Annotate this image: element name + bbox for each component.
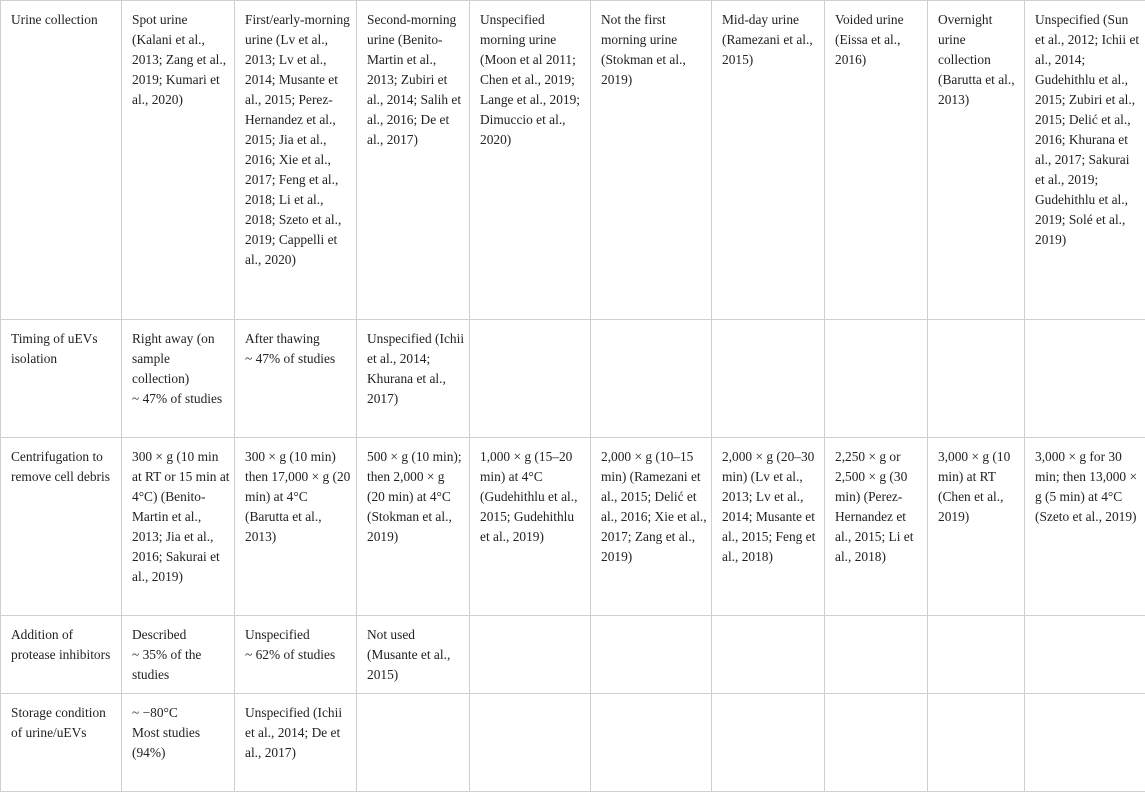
- table-cell: 2,000 × g (20–30 min) (Lv et al., 2013; Lv et al., 2014; Musante et al., 2015; Feng et al., 2018): [712, 438, 825, 616]
- table-cell: [712, 694, 825, 792]
- table-cell: [1025, 616, 1145, 694]
- table-cell: 3,000 × g for 30 min; then 13,000 × g (5 min) at 4°C (Szeto et al., 2019): [1025, 438, 1145, 616]
- table-cell: First/early-morning urine (Lv et al., 2013; Lv et al., 2014; Musante et al., 2015; Perez-Hernandez et al., 2015; Jia et al., 2016; Xie et al., 2017; Feng et al., 2018; Li et al., 2018; Szeto et al., 2019; Cappelli et al., 2020): [235, 1, 357, 320]
- table-cell: [825, 616, 928, 694]
- table-row-timing: [1, 320, 1145, 438]
- table-row-storage: [1, 694, 1145, 792]
- table-cell: [712, 616, 825, 694]
- table-cell: [470, 320, 591, 438]
- table-cell: Unspecified (Sun et al., 2012; Ichii et al., 2014; Gudehithlu et al., 2015; Zubiri et al., 2015; Delić et al., 2016; Khurana et al., 2017; Sakurai et al., 2019; Gudehithlu et al., 2019; Solé et al., 2019): [1025, 1, 1145, 320]
- table-cell: 300 × g (10 min) then 17,000 × g (20 min) at 4°C (Barutta et al., 2013): [235, 438, 357, 616]
- table-cell: 500 × g (10 min); then 2,000 × g (20 min) at 4°C (Stokman et al., 2019): [357, 438, 470, 616]
- table-cell: [591, 320, 712, 438]
- table-cell: [470, 694, 591, 792]
- table-cell: Unspecified ~ 62% of studies: [235, 616, 357, 694]
- table-cell: 2,000 × g (10–15 min) (Ramezani et al., 2015; Delić et al., 2016; Xie et al., 2017; Zang et al., 2019): [591, 438, 712, 616]
- table-cell: Second-morning urine (Benito-Martin et al., 2013; Zubiri et al., 2014; Salih et al., 2016; De et al., 2017): [357, 1, 470, 320]
- table-cell: [357, 694, 470, 792]
- table-cell: Overnight urine collection (Barutta et al., 2013): [928, 1, 1025, 320]
- table-cell: Voided urine (Eissa et al., 2016): [825, 1, 928, 320]
- table-cell: Not the first morning urine (Stokman et al., 2019): [591, 1, 712, 320]
- row-label: Storage condition of urine/uEVs: [1, 694, 122, 792]
- table-cell: [1025, 694, 1145, 792]
- table-cell: [928, 616, 1025, 694]
- table-row-centrifugation: [1, 438, 1145, 616]
- table-cell: [928, 694, 1025, 792]
- table-cell: Mid-day urine (Ramezani et al., 2015): [712, 1, 825, 320]
- table-cell: [591, 616, 712, 694]
- table-cell: Unspecified morning urine (Moon et al 2011; Chen et al., 2019; Lange et al., 2019; Dimuccio et al., 2020): [470, 1, 591, 320]
- table-cell: 2,250 × g or 2,500 × g (30 min) (Perez-Hernandez et al., 2015; Li et al., 2018): [825, 438, 928, 616]
- table-cell: 1,000 × g (15–20 min) at 4°C (Gudehithlu et al., 2015; Gudehithlu et al., 2019): [470, 438, 591, 616]
- row-label: Timing of uEVs isolation: [1, 320, 122, 438]
- table-cell: Unspecified (Ichii et al., 2014; Khurana et al., 2017): [357, 320, 470, 438]
- table-cell: [825, 320, 928, 438]
- table-cell: [1025, 320, 1145, 438]
- table-cell: Right away (on sample collection) ~ 47% of studies: [122, 320, 235, 438]
- table-cell: [825, 694, 928, 792]
- table-row-urine-collection: [1, 1, 1145, 320]
- table-cell: After thawing ~ 47% of studies: [235, 320, 357, 438]
- row-label: Urine collection: [1, 1, 122, 320]
- table-cell: [470, 616, 591, 694]
- table-cell: [712, 320, 825, 438]
- row-label: Centrifugation to remove cell debris: [1, 438, 122, 616]
- table-cell: Not used (Musante et al., 2015): [357, 616, 470, 694]
- table-cell: ~ −80°C Most studies (94%): [122, 694, 235, 792]
- row-label: Addition of protease inhibitors: [1, 616, 122, 694]
- table-cell: Spot urine (Kalani et al., 2013; Zang et al., 2019; Kumari et al., 2020): [122, 1, 235, 320]
- table-cell: [591, 694, 712, 792]
- table-cell: Unspecified (Ichii et al., 2014; De et al., 2017): [235, 694, 357, 792]
- table-cell: 3,000 × g (10 min) at RT (Chen et al., 2019): [928, 438, 1025, 616]
- table-cell: [928, 320, 1025, 438]
- table-row-protease-inhibitors: [1, 616, 1145, 694]
- table-cell: 300 × g (10 min at RT or 15 min at 4°C) (Benito-Martin et al., 2013; Jia et al., 2016; Sakurai et al., 2019): [122, 438, 235, 616]
- table-cell: Described ~ 35% of the studies: [122, 616, 235, 694]
